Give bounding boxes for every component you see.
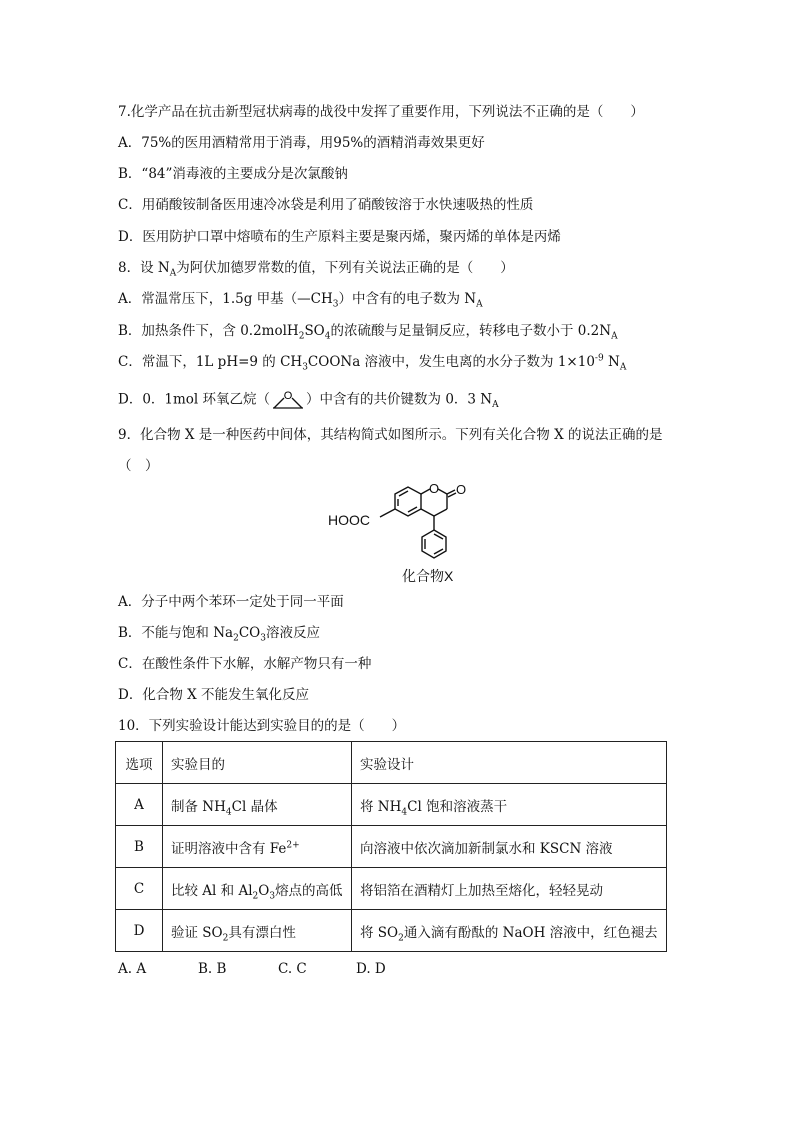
q7-stem: 7.化学产品在抗击新型冠状病毒的战役中发挥了重要作用，下列说法不正确的是（ ）: [118, 104, 644, 120]
answer-option: A. A: [118, 961, 147, 977]
row-design: 将铝箔在酒精灯上加热至熔化，轻轻晃动: [352, 868, 667, 910]
q8-stem: 8．设 $N_A$为阿伏加德罗常数的值，下列有关说法正确的是（ ）: [118, 260, 514, 279]
experiment-table: [115, 741, 667, 952]
table-header-row: [116, 742, 667, 784]
row-option: A: [116, 784, 163, 826]
answer-option: C. C: [278, 961, 307, 977]
q9-stem: 9．化合物 X 是一种医药中间体，其结构简式如图所示。下列有关化合物 X 的说法正确的是: [118, 427, 663, 443]
q7-option-d: D．医用防护口罩中熔喷布的生产原料主要是聚丙烯，聚丙烯的单体是丙烯: [118, 229, 561, 245]
ring-oxygen-label: O: [429, 481, 440, 496]
cooh-label: HOOC: [328, 512, 370, 528]
header-aim: 实验目的: [163, 742, 352, 784]
row-design: 将 $SO_2$通入滴有酚酞的 NaOH 溶液中，红色褪去: [352, 910, 667, 952]
compound-x-structure: [320, 478, 480, 586]
table-row: [116, 868, 667, 910]
q7-option-a: A．75%的医用酒精常用于消毒，用95%的酒精消毒效果更好: [118, 135, 485, 151]
q9-paren: （ ）: [118, 458, 159, 474]
header-option: 选项: [116, 742, 163, 784]
q8-option-c: C．常温下，1L pH=9 的 $CH_3COONa$ 溶液中，发生电离的水分子数为 $1\times 10^{-9}$ $N_A$: [118, 353, 627, 373]
q9-option-d: D．化合物 X 不能发生氧化反应: [118, 687, 310, 703]
row-option: C: [116, 868, 163, 910]
row-option: D: [116, 910, 163, 952]
q8-option-d: D．0．1mol 环氧乙烷（ O ）中含有的共价键数为 0．3 $N_A$: [118, 390, 499, 411]
row-design: 向溶液中依次滴加新制氯水和 KSCN 溶液: [352, 826, 667, 868]
answer-option: D. D: [356, 961, 386, 977]
table-row: [116, 910, 667, 952]
table-row: [116, 784, 667, 826]
answer-option: B. B: [198, 961, 227, 977]
row-aim: 比较 Al 和 $Al_2O_3$熔点的高低: [163, 868, 352, 910]
row-aim: 验证 $SO_2$具有漂白性: [163, 910, 352, 952]
table-row: [116, 826, 667, 868]
row-option: B: [116, 826, 163, 868]
q7-option-c: C．用硝酸铵制备医用速冷冰袋是利用了硝酸铵溶于水快速吸热的性质: [118, 197, 534, 213]
epoxide-o-label: O: [283, 390, 293, 402]
q10-answer-options: [118, 961, 386, 977]
q8-option-b: B．加热条件下，含 $0.2molH_2SO_4$的浓硫酸与足量铜反应，转移电子数小于 $0.2N_A$: [118, 323, 618, 342]
row-aim: 制备 $NH_4Cl$ 晶体: [163, 784, 352, 826]
q9-option-b: B．不能与饱和 $Na_2CO_3$溶液反应: [118, 625, 320, 644]
epoxide-structure-icon: [270, 388, 306, 412]
header-design: 实验设计: [352, 742, 667, 784]
row-design: 将 $NH_4Cl$ 饱和溶液蒸干: [352, 784, 667, 826]
carbonyl-oxygen-label: O: [456, 482, 467, 497]
row-aim: 证明溶液中含有 $Fe^{2+}$: [163, 826, 352, 868]
compound-caption: 化合物X: [402, 568, 454, 584]
q9-option-c: C．在酸性条件下水解，水解产物只有一种: [118, 656, 372, 672]
q7-option-b: B．“84”消毒液的主要成分是次氯酸钠: [118, 166, 348, 182]
q9-option-a: A．分子中两个苯环一定处于同一平面: [118, 594, 344, 610]
q10-stem: 10．下列实验设计能达到实验目的的是（ ）: [118, 718, 406, 734]
q8-option-a: A．常温常压下，1.5g 甲基$(—CH_3)$中含有的电子数为 $N_A$: [118, 291, 483, 310]
